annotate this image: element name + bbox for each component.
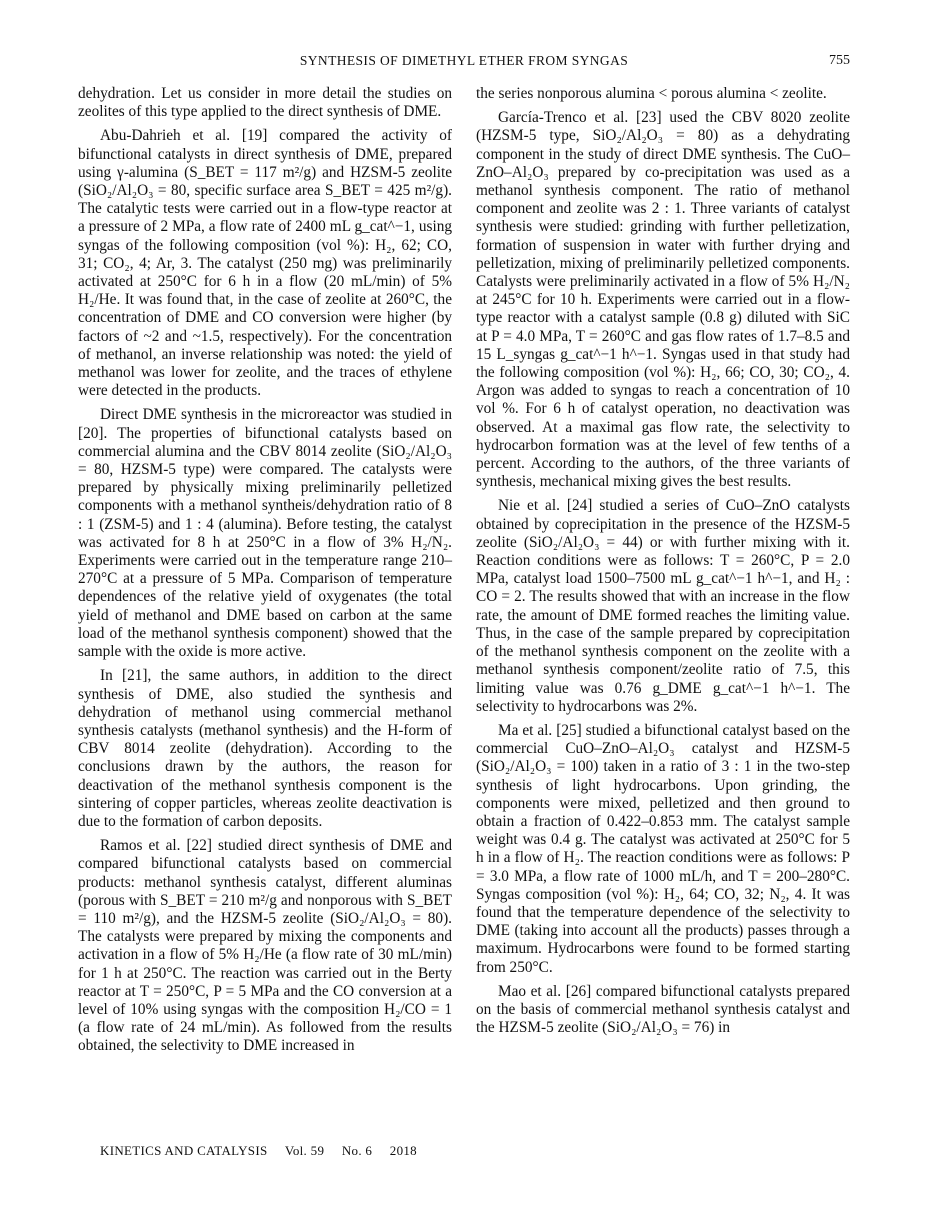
paragraph: Ramos et al. [22] studied direct synthesis of DME and compared bifunctional catalysts based on commercial products: methanol synthesis catalyst, different aluminas (porous with S_BET = 210 m²/g and nonporous with S_BET = 110 m²/g), and the HZSM-5 zeolite (SiO₂/Al₂O₃ = 80). The catalysts were prepared by mixing the components and activation in a flow of 5% H₂/He (a flow rate of 30 mL/min) for 1 h at 250°C. The reaction was carried out in the Berty reactor at T = 250°C, P = 5 MPa and the CO conversion at a level of 10% using syngas with the composition H₂/CO = 1 (a flow rate of 24 mL/min). As followed from the results obtained, the selectivity to DME increased in	[78, 837, 452, 1055]
journal-name: KINETICS AND CATALYSIS	[100, 1143, 268, 1158]
paragraph: Nie et al. [24] studied a series of CuO–ZnO catalysts obtained by coprecipitation in the presence of the HZSM-5 zeolite (SiO₂/Al₂O₃ = 44) or with further mixing with it. Reaction conditions were as follows: T = 260°C, P = 2.0 MPa, catalyst load 1500–7500 mL g_cat^−1 h^−1, and H₂ : CO = 2. The results showed that with an increase in the flow rate, the amount of DME formed reaches the limiting value. Thus, in the case of the sample prepared by coprecipitation of the methanol synthesis component on the zeolite with a methanol synthesis component/zeolite ratio of 7.5, this limiting value was 0.76 g_DME g_cat^−1 h^−1. The selectivity to hydrocarbons was 2%.	[476, 497, 850, 715]
journal-footer	[100, 1143, 431, 1159]
journal-volume: Vol. 59	[284, 1143, 325, 1158]
paragraph: Abu-Dahrieh et al. [19] compared the activity of bifunctional catalysts in direct synthesis of DME, prepared using γ-alumina (S_BET = 117 m²/g) and HZSM-5 zeolite (SiO₂/Al₂O₃ = 80, specific surface area S_BET = 425 m²/g). The catalytic tests were carried out in a flow-type reactor at a pressure of 2 MPa, a flow rate of 2400 mL g_cat^−1, using syngas of the following composition (vol %): H₂, 62; CO, 31; CO₂, 4; Ar, 3. The catalyst (250 mg) was preliminarily activated at 250°C for 6 h in a flow (20 mL/min) of 5% H₂/He. It was found that, in the case of zeolite at 260°C, the concentration of DME and CO conversion were higher (by factors of ~2 and ~1.5, respectively). For the concentration of methanol, an inverse relationship was noted: the yield of methanol was lower for zeolite, and the traces of ethylene were detected in the products.	[78, 127, 452, 400]
page-number: 755	[829, 53, 850, 68]
journal-year: 2018	[389, 1143, 417, 1158]
paragraph: Direct DME synthesis in the microreactor was studied in [20]. The properties of bifunctional catalysts based on commercial alumina and the CBV 8014 zeolite (SiO₂/Al₂O₃ = 80, HZSM-5 type) were compared. The catalysts were prepared by physically mixing preliminarily pelletized components with a methanol syntheis/dehydration ratio of 8 : 1 (ZSM-5) and 1 : 4 (alumina). Before testing, the catalyst was activated for 8 h at 250°C in a flow of 3% H₂/N₂. Experiments were carried out in the temperature range 210–270°C at a pressure of 5 MPa. Comparison of temperature dependences of the relative yield of oxygenates (the total yield of methanol and DME based on carbon at the same load of the methanol synthesis component) showed that the sample with the oxide is more active.	[78, 406, 452, 661]
paragraph: In [21], the same authors, in addition to the direct synthesis of DME, also studied the synthesis and dehydration of methanol using commercial methanol synthesis catalysts (methanol synthesis) and the H-form of CBV 8014 zeolite (dehydration). According to the conclusions drawn by the authors, the reason for deactivation of the methanol synthesis component is the sintering of copper particles, whereas zeolite deactivation is due to the formation of carbon deposits.	[78, 667, 452, 830]
running-header	[78, 52, 850, 72]
journal-issue: No. 6	[341, 1143, 373, 1158]
running-title: SYNTHESIS OF DIMETHYL ETHER FROM SYNGAS	[299, 53, 629, 68]
right-column	[476, 85, 850, 1043]
paragraph: dehydration. Let us consider in more detail the studies on zeolites of this type applied to the direct synthesis of DME.	[78, 85, 452, 121]
paragraph: Mao et al. [26] compared bifunctional catalysts prepared on the basis of commercial methanol synthesis catalyst and the HZSM-5 zeolite (SiO₂/Al₂O₃ = 76) in	[476, 982, 850, 1037]
paragraph: the series nonporous alumina < porous alumina < zeolite.	[476, 85, 827, 102]
left-column	[78, 85, 452, 1062]
paragraph: García-Trenco et al. [23] used the CBV 8020 zeolite (HZSM-5 type, SiO₂/Al₂O₃ = 80) as a dehydrating component in the study of direct DME synthesis. The CuO–ZnO–Al₂O₃ prepared by co-precipitation was used as a methanol synthesis component. The ratio of methanol component and zeolite was 2 : 1. Three variants of catalyst synthesis were studied: grinding with further pelletization, formation of suspension in water with further drying and pelletization, mixing of preliminarily pelletized components. Catalysts were preliminarily activated in a flow of 5% H₂/N₂ at 245°C for 10 h. Experiments were carried out in a flow-type reactor with a catalyst sample (0.8 g) diluted with SiC at P = 4.0 MPa, T = 260°C and gas flow rates of 1.7–8.5 and 15 L_syngas g_cat^−1 h^−1. Syngas used in that study had the following composition (vol %): H₂, 66; CO, 30; CO₂, 4. Argon was added to syngas to reach a concentration of 10 vol %. For 6 h of catalyst operation, no deactivation was observed. At a maximal gas flow rate, the selectivity to hydrocarbon formation was at the level of few tenths of a percent. According to the authors, of the three variants of synthesis, mechanical mixing gives the best results.	[476, 109, 850, 491]
paragraph: Ma et al. [25] studied a bifunctional catalyst based on the commercial CuO–ZnO–Al₂O₃ catalyst and HZSM-5 (SiO₂/Al₂O₃ = 100) taken in a ratio of 3 : 1 in the two-step synthesis of light hydrocarbons. Upon grinding, the components were mixed, pelletized and then ground to obtain a fraction of 0.422–0.853 mm. The catalyst sample weight was 0.4 g. The catalyst was activated at 250°C for 5 h in a flow of H₂. The reaction conditions were as follows: P = 3.0 MPa, a flow rate of 1000 mL/h, and T = 200–280°C. Syngas composition (vol %): H₂, 64; CO, 32; N₂, 4. It was found that the temperature dependence of the selectivity to DME (taking into account all the products) passes through a maximum. Hydrocarbons were found to be formed starting from 250°C.	[476, 721, 850, 976]
